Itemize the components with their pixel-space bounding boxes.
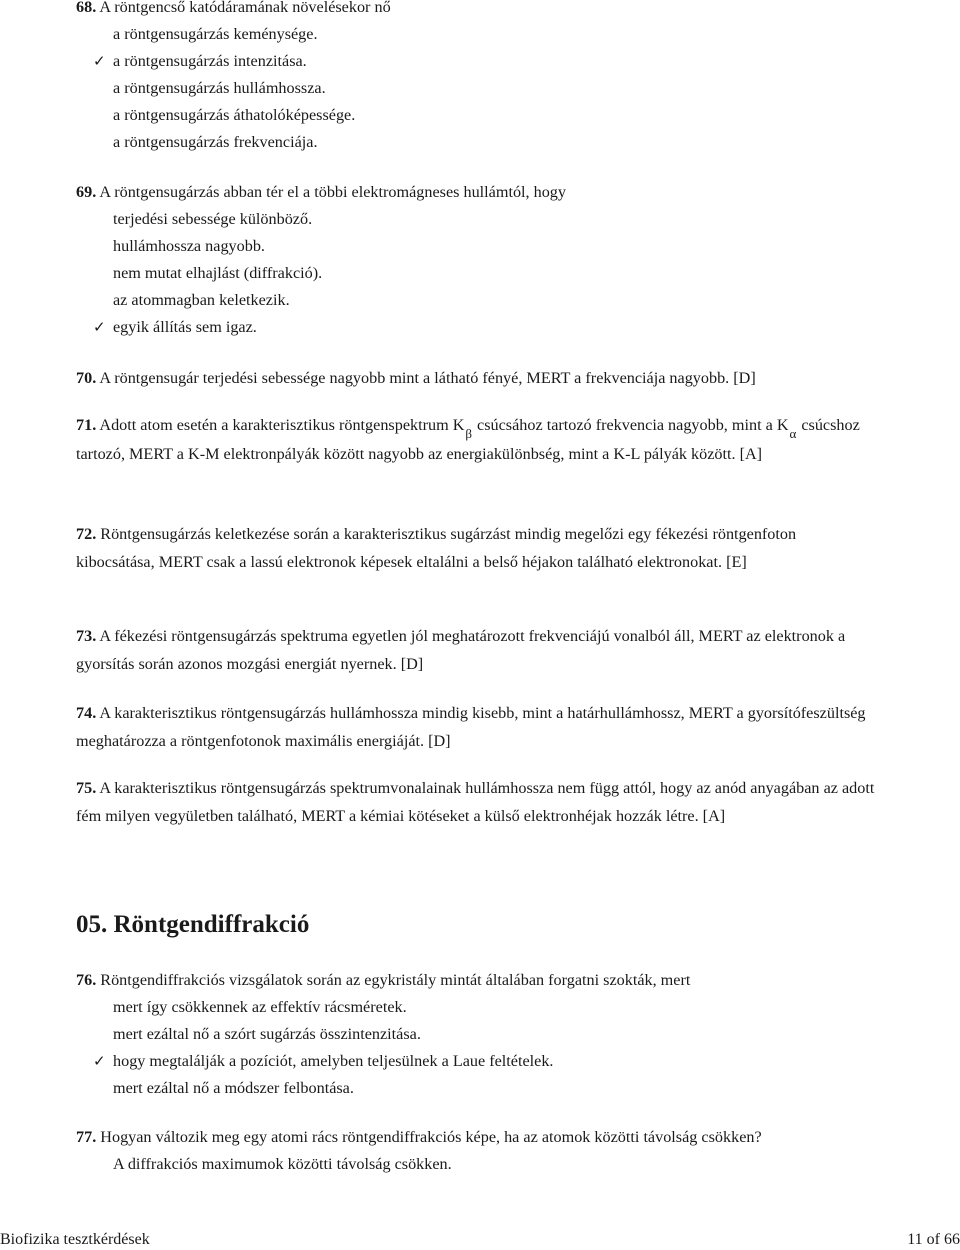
option-text: terjedési sebessége különböző. xyxy=(113,210,313,228)
option-text: mert ezáltal nő a szórt sugárzás összintenzitása. xyxy=(113,1025,421,1043)
question-71 xyxy=(76,411,876,468)
question-76 xyxy=(76,967,876,1102)
option-text: az atommagban keletkezik. xyxy=(113,291,290,309)
question-number: 77. xyxy=(76,1128,97,1146)
question-74 xyxy=(76,700,876,755)
option xyxy=(113,1075,876,1102)
question-72 xyxy=(76,521,876,576)
question-text: A röntgensugár terjedési sebessége nagyobb mint a látható fényé, MERT a frekvenciája nagyobb. [D] xyxy=(99,369,756,387)
question-text: A fékezési röntgensugárzás spektruma egyetlen jól meghatározott frekvenciájú vonalból áll, MERT az elektronok a gyorsítás során azonos mozgási energiát nyernek. [D] xyxy=(76,627,846,673)
option-text: a röntgensugárzás intenzitása. xyxy=(113,52,307,70)
option xyxy=(113,994,876,1021)
option-text: a röntgensugárzás keménysége. xyxy=(113,25,318,43)
page-number: 11 of 66 xyxy=(907,1231,960,1248)
question-number: 72. xyxy=(76,525,97,543)
checkmark-icon: ✓ xyxy=(93,1052,106,1070)
question-number: 69. xyxy=(76,183,97,201)
option xyxy=(113,102,876,129)
option-text: hogy megtalálják a pozíciót, amelyben teljesülnek a Laue feltételek. xyxy=(113,1052,554,1070)
option xyxy=(113,260,876,287)
question-text: A röntgencső katódáramának növelésekor nő xyxy=(99,0,391,16)
question-number: 76. xyxy=(76,971,97,989)
question-73 xyxy=(76,623,876,678)
question-75 xyxy=(76,775,876,830)
option xyxy=(113,1021,876,1048)
options-list xyxy=(93,21,876,156)
question-number: 70. xyxy=(76,369,97,387)
section-heading: 05. Röntgendiffrakció xyxy=(76,911,310,938)
question-77 xyxy=(76,1124,876,1178)
option xyxy=(113,21,876,48)
question-text: Röntgensugárzás keletkezése során a karakterisztikus sugárzást mindig megelőzi egy fékezési röntgenfoton kibocsátása, MERT csak a lassú elektronok képesek eltalálni a belső héjakon található elektronokat. [E] xyxy=(76,525,797,571)
footer-title: Biofizika tesztkérdések xyxy=(0,1231,150,1248)
option-text: hullámhossza nagyobb. xyxy=(113,237,265,255)
options-list xyxy=(93,994,876,1102)
question-text: Adott atom esetén a karakterisztikus röntgenspektrum K xyxy=(99,416,465,434)
options-list xyxy=(93,206,876,341)
option xyxy=(113,206,876,233)
option-text: a röntgensugárzás áthatolóképessége. xyxy=(113,106,356,124)
question-text: A karakterisztikus röntgensugárzás hullámhossza mindig kisebb, mint a határhullámhossz, MERT a gyorsítófeszültség meghatározza a röntgenfotonok maximális energiáját. [D] xyxy=(76,704,866,750)
question-number: 68. xyxy=(76,0,97,16)
subscript-beta: β xyxy=(465,426,473,441)
question-text: A karakterisztikus röntgensugárzás spektrumvonalainak hullámhossza nem függ attól, hogy az anód anyagában az adott fém milyen vegyületben található, MERT a kémiai kötéseket a külső elektronhéjak hozzák létre. [A] xyxy=(76,779,875,825)
question-number: 71. xyxy=(76,416,97,434)
checkmark-icon: ✓ xyxy=(93,318,106,336)
question-number: 75. xyxy=(76,779,97,797)
question-68 xyxy=(76,0,876,156)
option-text: a röntgensugárzás frekvenciája. xyxy=(113,133,318,151)
question-text: A röntgensugárzás abban tér el a többi elektromágneses hullámtól, hogy xyxy=(99,183,566,201)
option-correct xyxy=(93,48,876,75)
option xyxy=(113,129,876,156)
option-text: mert így csökkennek az effektív rácsméretek. xyxy=(113,998,407,1016)
option-text: egyik állítás sem igaz. xyxy=(113,318,257,336)
checkmark-icon: ✓ xyxy=(93,52,106,70)
option xyxy=(113,287,876,314)
question-number: 73. xyxy=(76,627,97,645)
question-69 xyxy=(76,179,876,341)
option-correct xyxy=(93,1048,876,1075)
question-70 xyxy=(76,365,876,393)
option-text: a röntgensugárzás hullámhossza. xyxy=(113,79,326,97)
option-correct xyxy=(93,314,876,341)
option xyxy=(113,75,876,102)
option-text: mert ezáltal nő a módszer felbontása. xyxy=(113,1079,354,1097)
answer xyxy=(113,1151,876,1178)
question-text: Röntgendiffrakciós vizsgálatok során az egykristály mintát általában forgatni szokták, mert xyxy=(100,971,691,989)
question-number: 74. xyxy=(76,704,97,722)
question-text: csúcsához tartozó frekvencia nagyobb, mint a K xyxy=(477,416,789,434)
option-text: nem mutat elhajlást (diffrakció). xyxy=(113,264,323,282)
answer-text: A diffrakciós maximumok közötti távolság csökken. xyxy=(113,1155,452,1173)
question-text: csúcshoz tartozó, MERT a K-M elektronpályák között nagyobb az energiakülönbség, mint a K-L pályák között. [A] xyxy=(76,416,860,463)
option xyxy=(113,233,876,260)
question-text: Hogyan változik meg egy atomi rács röntgendiffrakciós képe, ha az atomok közötti távolság csökken? xyxy=(100,1128,762,1146)
subscript-alpha: α xyxy=(789,426,797,441)
